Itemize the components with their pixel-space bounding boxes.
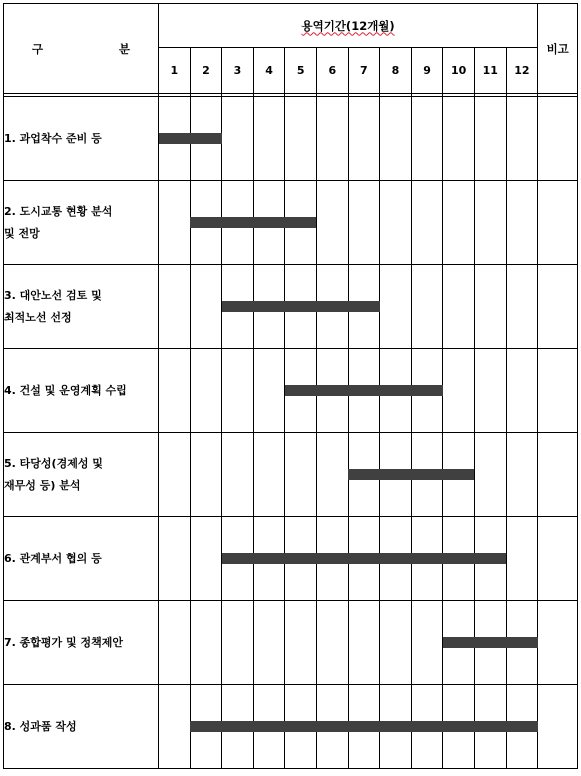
month-cell-11 bbox=[474, 433, 506, 517]
gantt-bar bbox=[348, 469, 474, 480]
month-header-1: 1 bbox=[159, 48, 191, 94]
month-header-7: 7 bbox=[348, 48, 380, 94]
gantt-bar bbox=[190, 721, 538, 732]
month-header-12: 12 bbox=[506, 48, 538, 94]
remarks-cell bbox=[538, 97, 578, 181]
task-label: 2. 도시교통 현황 분석 및 전망 bbox=[4, 204, 113, 240]
month-header-10: 10 bbox=[443, 48, 475, 94]
month-cell-7 bbox=[348, 97, 380, 181]
month-cell-10 bbox=[443, 265, 475, 349]
month-cell-8 bbox=[380, 601, 412, 685]
remarks-cell bbox=[538, 349, 578, 433]
month-cell-2 bbox=[190, 433, 222, 517]
month-cell-7 bbox=[348, 181, 380, 265]
month-cell-1 bbox=[159, 265, 191, 349]
task-label: 7. 종합평가 및 정책제안 bbox=[4, 635, 123, 649]
gantt-bar bbox=[222, 553, 506, 564]
remarks-header: 비고 bbox=[538, 4, 578, 94]
task-label-cell bbox=[4, 433, 159, 517]
month-cell-2 bbox=[190, 517, 222, 601]
month-cell-11 bbox=[474, 349, 506, 433]
remarks-cell bbox=[538, 601, 578, 685]
month-header-4: 4 bbox=[253, 48, 285, 94]
month-cell-1 bbox=[159, 181, 191, 265]
remarks-cell bbox=[538, 265, 578, 349]
month-cell-8 bbox=[380, 181, 412, 265]
month-cell-2 bbox=[190, 601, 222, 685]
month-cell-8 bbox=[380, 97, 412, 181]
gantt-bar bbox=[222, 301, 380, 312]
remarks-cell bbox=[538, 517, 578, 601]
category-header bbox=[4, 4, 159, 94]
task-label: 6. 관계부서 협의 등 bbox=[4, 551, 102, 565]
task-label-cell bbox=[4, 265, 159, 349]
month-cell-12 bbox=[506, 97, 538, 181]
month-cell-1 bbox=[159, 517, 191, 601]
month-cell-2 bbox=[190, 349, 222, 433]
period-header: 용역기간(12개월) bbox=[159, 4, 538, 48]
task-label-cell bbox=[4, 517, 159, 601]
month-cell-4 bbox=[253, 97, 285, 181]
month-header-9: 9 bbox=[411, 48, 443, 94]
month-cell-6 bbox=[316, 601, 348, 685]
month-cell-1 bbox=[159, 349, 191, 433]
month-cell-12 bbox=[506, 181, 538, 265]
month-cell-1 bbox=[159, 601, 191, 685]
month-header-6: 6 bbox=[316, 48, 348, 94]
month-header-5: 5 bbox=[285, 48, 317, 94]
category-char-2: 분 bbox=[118, 41, 130, 56]
month-cell-4 bbox=[253, 601, 285, 685]
month-cell-4 bbox=[253, 349, 285, 433]
month-cell-12 bbox=[506, 265, 538, 349]
category-char-1: 구 bbox=[32, 41, 44, 56]
month-cell-12 bbox=[506, 517, 538, 601]
gantt-bar bbox=[285, 385, 443, 396]
month-cell-1 bbox=[159, 685, 191, 769]
task-row bbox=[4, 433, 578, 517]
month-cell-10 bbox=[443, 181, 475, 265]
month-cell-3 bbox=[222, 97, 254, 181]
month-cell-12 bbox=[506, 433, 538, 517]
month-cell-5 bbox=[285, 433, 317, 517]
month-cell-5 bbox=[285, 97, 317, 181]
month-cell-11 bbox=[474, 265, 506, 349]
gantt-bar bbox=[443, 637, 538, 648]
gantt-bar bbox=[190, 217, 316, 228]
month-cell-1 bbox=[159, 433, 191, 517]
month-cell-6 bbox=[316, 97, 348, 181]
month-cell-9 bbox=[411, 181, 443, 265]
month-cell-2 bbox=[190, 265, 222, 349]
month-cell-9 bbox=[411, 97, 443, 181]
task-label-cell bbox=[4, 349, 159, 433]
task-label: 1. 과업착수 준비 등 bbox=[4, 131, 102, 145]
task-label: 5. 타당성(경제성 및 재무성 등) 분석 bbox=[4, 456, 103, 492]
task-label: 4. 건설 및 운영계획 수립 bbox=[4, 383, 127, 397]
month-cell-3 bbox=[222, 349, 254, 433]
month-cell-11 bbox=[474, 181, 506, 265]
month-header-3: 3 bbox=[222, 48, 254, 94]
month-header-2: 2 bbox=[190, 48, 222, 94]
task-label-cell bbox=[4, 181, 159, 265]
month-cell-6 bbox=[316, 433, 348, 517]
remarks-cell bbox=[538, 685, 578, 769]
month-cell-5 bbox=[285, 601, 317, 685]
remarks-cell bbox=[538, 433, 578, 517]
month-cell-4 bbox=[253, 433, 285, 517]
task-label-cell bbox=[4, 97, 159, 181]
task-label-cell bbox=[4, 685, 159, 769]
month-cell-3 bbox=[222, 601, 254, 685]
month-cell-11 bbox=[474, 97, 506, 181]
month-cell-3 bbox=[222, 433, 254, 517]
task-label: 8. 성과품 작성 bbox=[4, 719, 77, 733]
month-header-11: 11 bbox=[474, 48, 506, 94]
task-label: 3. 대안노선 검토 및 최적노선 선정 bbox=[4, 288, 102, 324]
task-row bbox=[4, 97, 578, 181]
month-cell-9 bbox=[411, 265, 443, 349]
month-header-8: 8 bbox=[380, 48, 412, 94]
remarks-cell bbox=[538, 181, 578, 265]
month-cell-10 bbox=[443, 349, 475, 433]
month-cell-6 bbox=[316, 181, 348, 265]
gantt-bar bbox=[159, 133, 222, 144]
month-cell-10 bbox=[443, 97, 475, 181]
month-cell-12 bbox=[506, 349, 538, 433]
month-cell-8 bbox=[380, 265, 412, 349]
month-cell-9 bbox=[411, 601, 443, 685]
month-cell-7 bbox=[348, 601, 380, 685]
task-label-cell bbox=[4, 601, 159, 685]
